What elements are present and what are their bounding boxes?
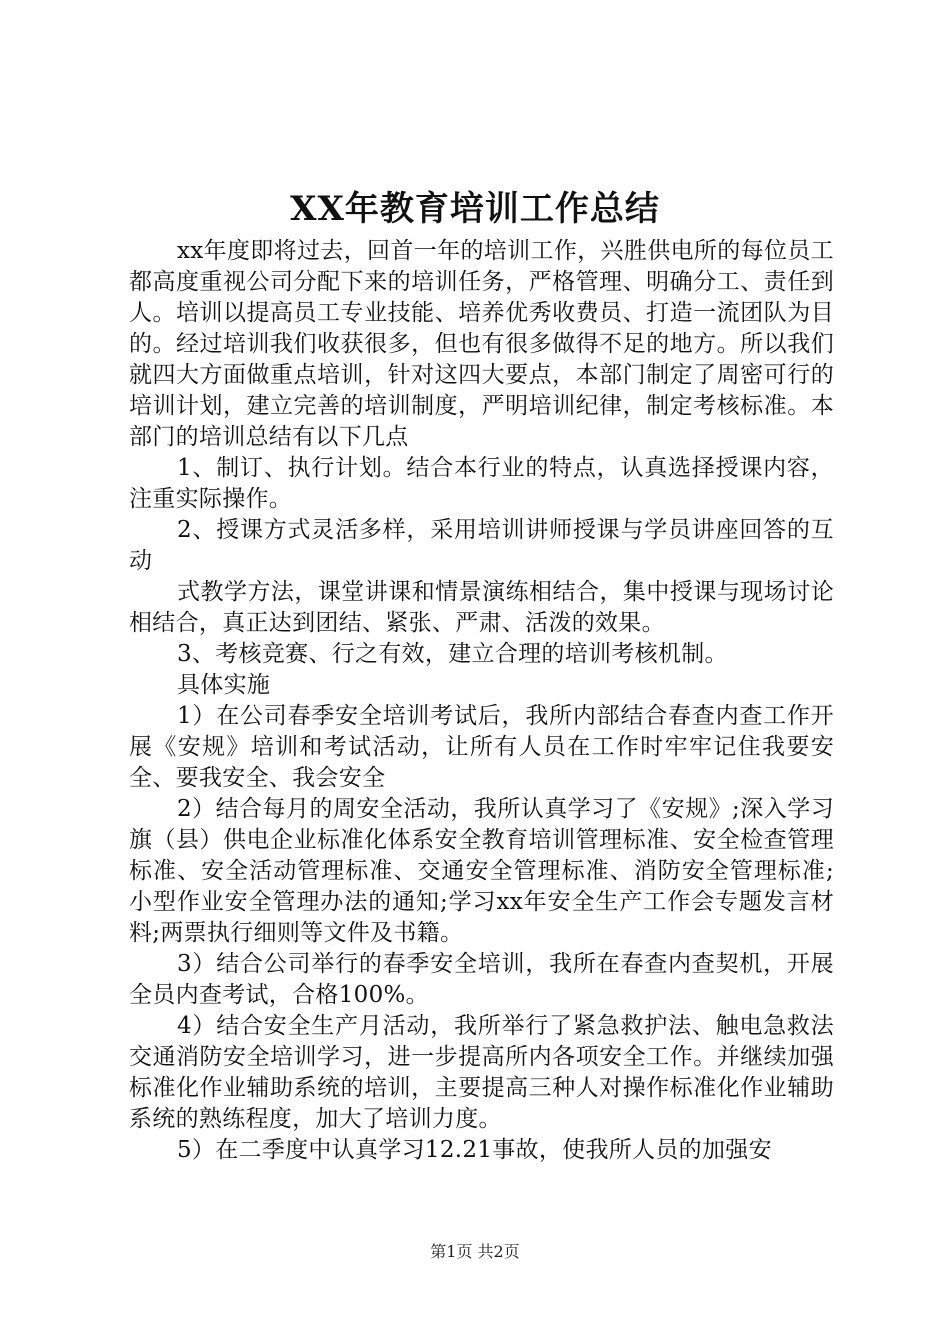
paragraph-implementation-1: 1）在公司春季安全培训考试后，我所内部结合春查内查工作开展《安规》培训和考试活动，让所有人员在工作时牢牢记住我要安全、要我安全、我会安全	[129, 703, 834, 791]
page-footer: 第1页 共2页	[430, 1242, 520, 1261]
paragraph-item-2-continued: 式教学方法，课堂讲课和情景演练相结合，集中授课与现场讨论相结合，真正达到团结、紧张、严肃、活泼的效果。	[129, 579, 834, 636]
paragraph-item-2: 2、授课方式灵活多样，采用培训讲师授课与学员讲座回答的互动	[129, 517, 834, 574]
paragraph-implementation-3: 3）结合公司举行的春季安全培训，我所在春查内查契机，开展全员内查考试，合格100%。	[129, 951, 834, 1008]
document-title: XX年教育培训工作总结	[290, 189, 660, 229]
paragraph-item-1: 1、制订、执行计划。结合本行业的特点，认真选择授课内容，注重实际操作。	[129, 455, 834, 512]
paragraph-intro: xx年度即将过去，回首一年的培训工作，兴胜供电所的每位员工都高度重视公司分配下来的培训任务，严格管理、明确分工、责任到人。培训以提高员工专业技能、培养优秀收费员、打造一流团队为目的。经过培训我们收获很多，但也有很多做得不足的地方。所以我们就四大方面做重点培训，针对这四大要点，本部门制定了周密可行的培训计划，建立完善的培训制度，严明培训纪律，制定考核标准。本部门的培训总结有以下几点	[129, 238, 834, 450]
paragraph-heading-implementation: 具体实施	[177, 672, 271, 698]
paragraph-implementation-5: 5）在二季度中认真学习12.21事故，使我所人员的加强安	[177, 1137, 772, 1163]
paragraph-implementation-4: 4）结合安全生产月活动，我所举行了紧急救护法、触电急救法交通消防安全培训学习，进一步提高所内各项安全工作。并继续加强标准化作业辅助系统的培训，主要提高三种人对操作标准化作业辅助系统的熟练程度，加大了培训力度。	[129, 1013, 834, 1132]
paragraph-implementation-2: 2）结合每月的周安全活动，我所认真学习了《安规》;深入学习旗（县）供电企业标准化体系安全教育培训管理标准、安全检查管理标准、安全活动管理标准、交通安全管理标准、消防安全管理标准;小型作业安全管理办法的通知;学习xx年安全生产工作会专题发言材料;两票执行细则等文件及书籍。	[129, 796, 834, 946]
document-body	[129, 236, 834, 1166]
paragraph-item-3: 3、考核竞赛、行之有效，建立合理的培训考核机制。	[177, 641, 728, 667]
